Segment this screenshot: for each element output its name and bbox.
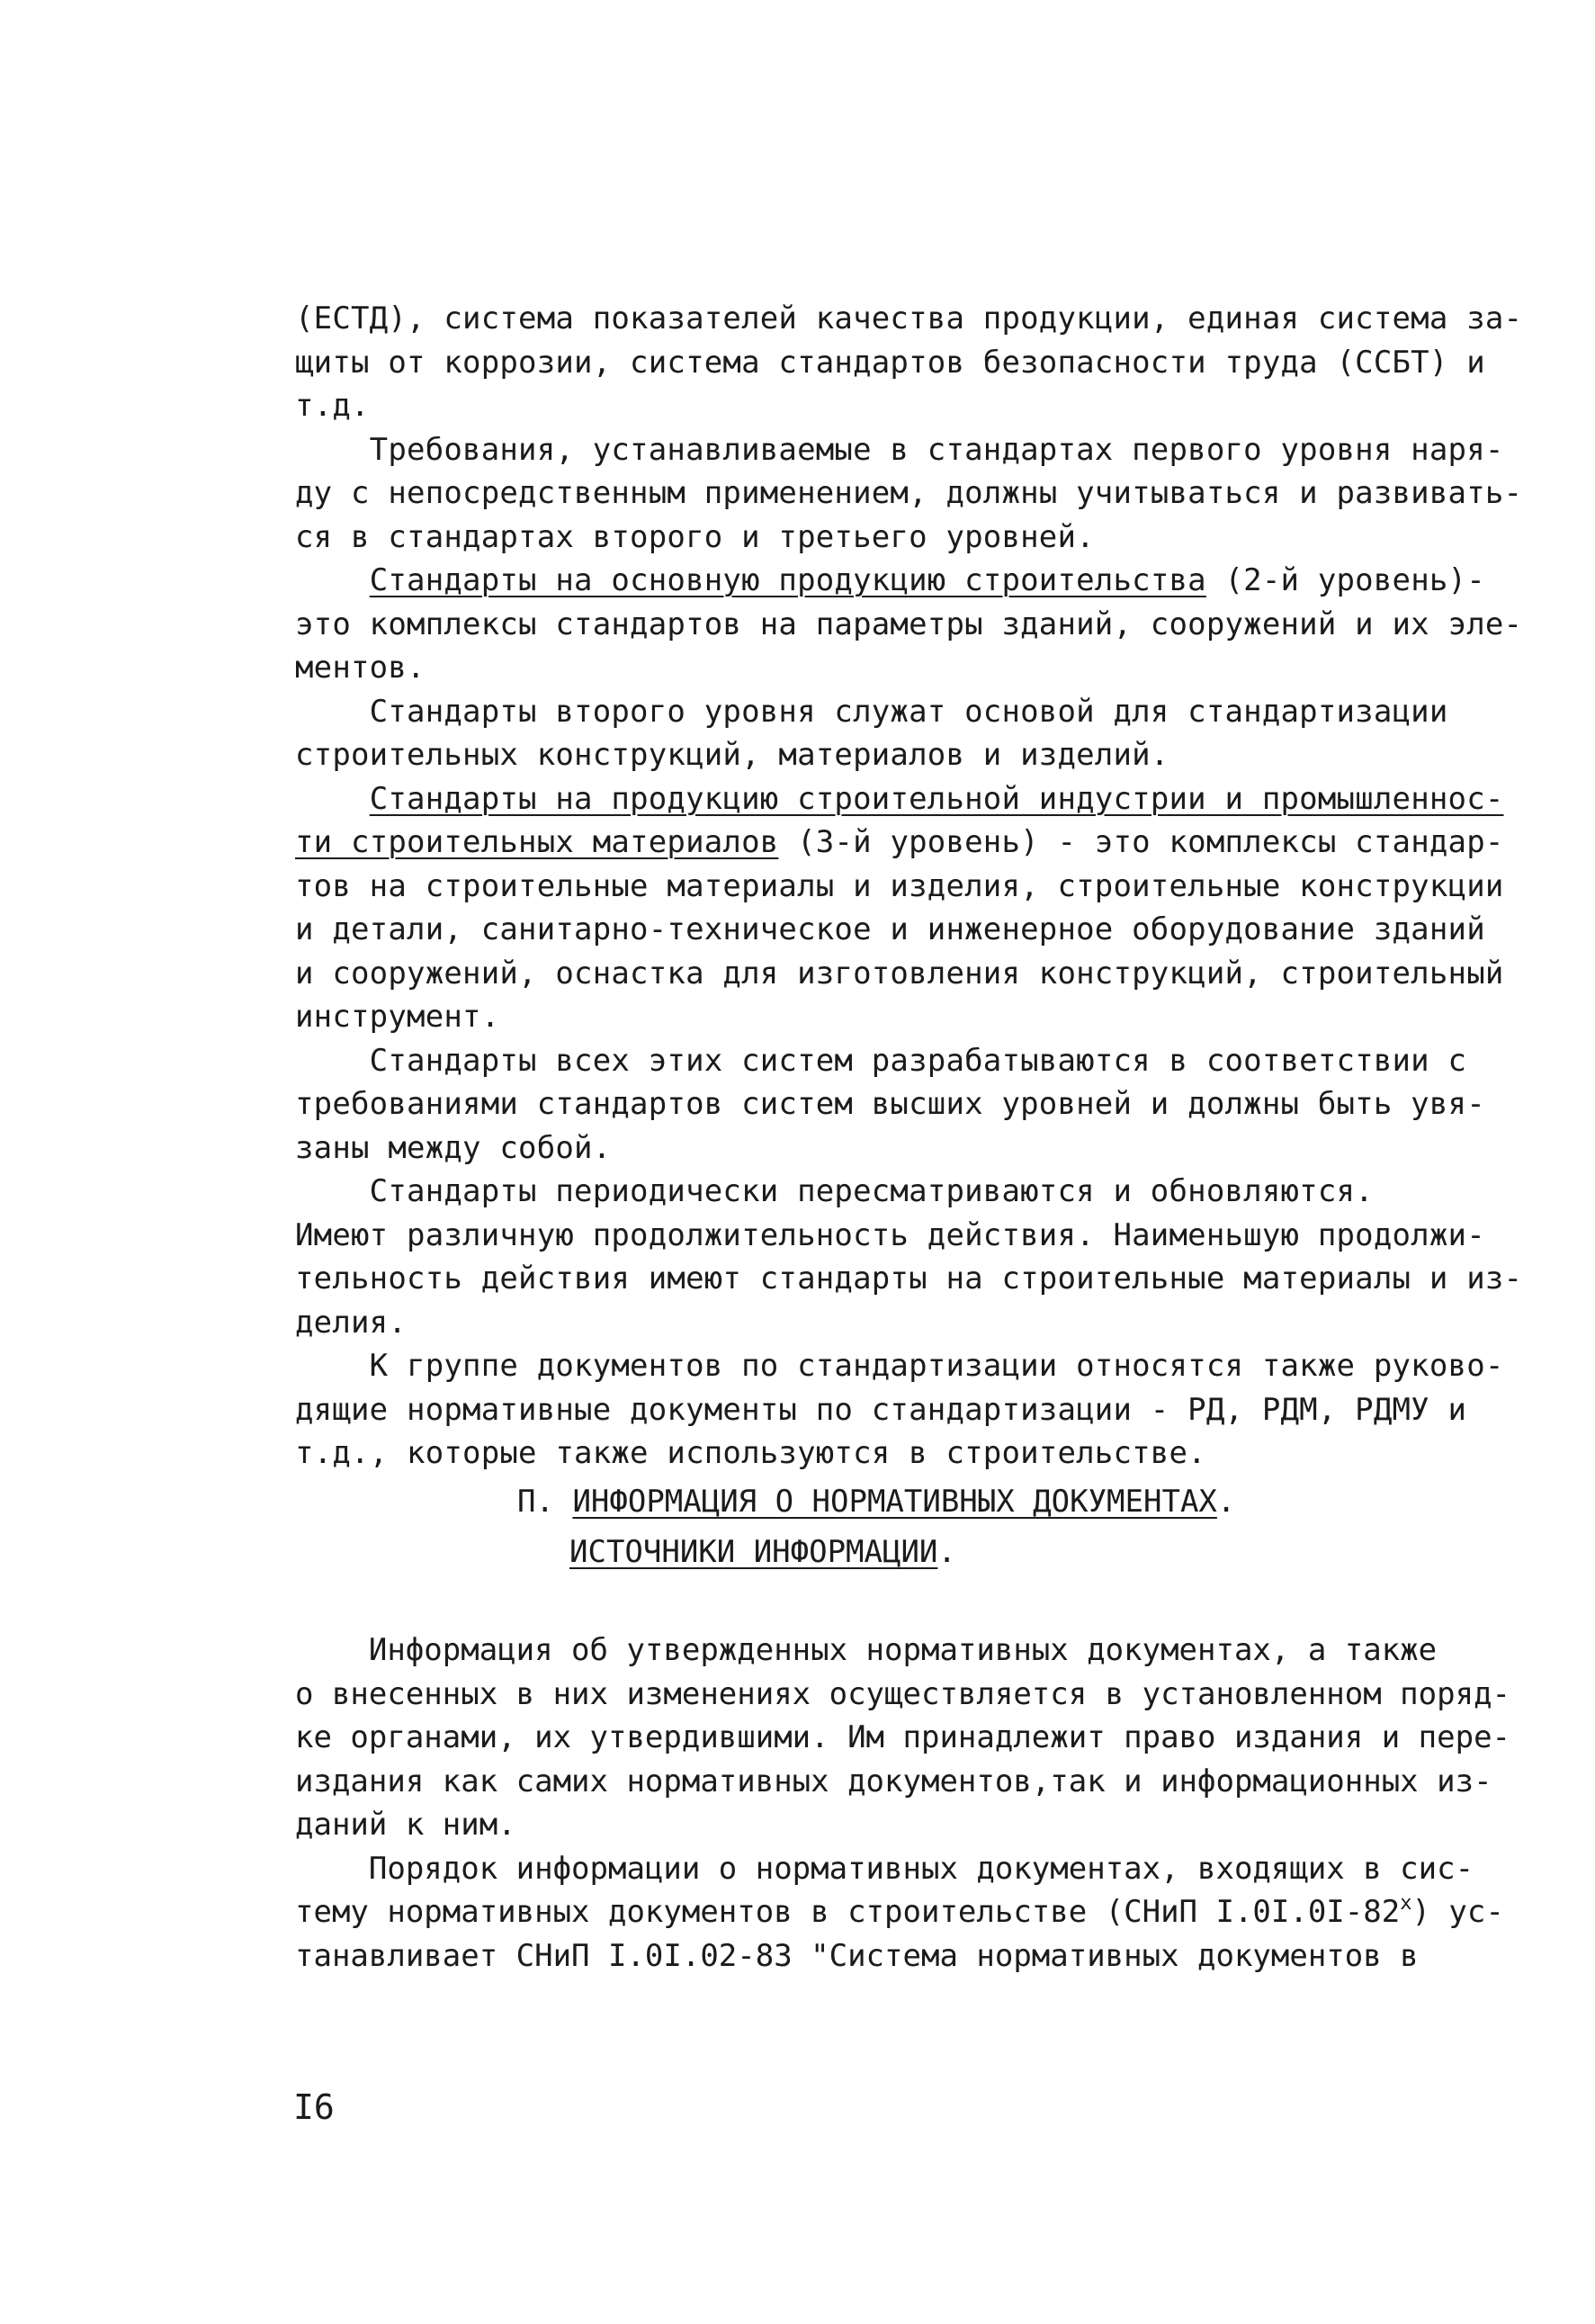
- text-line: Требования, устанавливаемые в стандартах первого уровня наря-: [295, 431, 1504, 468]
- heading-line-2: [569, 1530, 956, 1574]
- heading-punct: .: [1216, 1484, 1236, 1520]
- text-fragment: ) ус-: [1411, 1894, 1504, 1930]
- text-line: делия.: [295, 1304, 408, 1341]
- text-line: Стандарты второго уровня служат основой для стандартизации: [295, 693, 1448, 730]
- text-line: тов на строительные материалы и изделия, строительные конструкции: [295, 867, 1504, 904]
- text-line: о внесенных в них изменениях осуществляется в установленном поряд-: [295, 1675, 1511, 1712]
- heading-line-1: [517, 1480, 1235, 1523]
- text-line: и сооружений, оснастка для изготовления конструкций, строительный: [295, 955, 1504, 992]
- text-fragment: тему нормативных документов в строительстве (СНиП I.0I.0I-82: [295, 1894, 1401, 1930]
- text-line: [295, 777, 1504, 821]
- text-line: щиты от коррозии, система стандартов безопасности труда (ССБТ) и: [295, 344, 1485, 381]
- text-line: это комплексы стандартов на параметры зданий, сооружений и их эле-: [295, 606, 1523, 642]
- text-fragment: (2-й уровень)-: [1205, 562, 1485, 598]
- body-text-section-1: [295, 297, 1523, 1476]
- text-line: т.д., которые также используются в строительстве.: [295, 1435, 1206, 1471]
- text-line: ду с непосредственным применением, должны учитываться и развивать-: [295, 475, 1523, 511]
- text-line: (ЕСТД), система показателей качества продукции, единая система за-: [295, 301, 1523, 336]
- text-line: даний к ним.: [295, 1807, 516, 1843]
- text-line: ся в стандартах второго и третьего уровней.: [295, 518, 1095, 555]
- text-line: инструмент.: [295, 999, 500, 1035]
- heading-number: П.: [517, 1484, 554, 1520]
- text-line: заны между собой.: [295, 1129, 612, 1166]
- text-line: ментов.: [295, 650, 426, 686]
- text-line: Стандарты периодически пересматриваются и обновляются.: [295, 1173, 1374, 1209]
- text-line: Имеют различную продолжительность действия. Наименьшую продолжи-: [295, 1216, 1485, 1253]
- underlined-term: Стандарты на основную продукцию строительства: [369, 562, 1206, 598]
- text-fragment: (3-й уровень) - это комплексы стандар-: [778, 824, 1504, 860]
- text-line: тельность действия имеют стандарты на строительные материалы и из-: [295, 1261, 1523, 1297]
- superscript: x: [1400, 1892, 1412, 1915]
- heading-punct: .: [937, 1534, 956, 1570]
- text-line: [295, 1890, 1504, 1934]
- text-line: строительных конструкций, материалов и изделий.: [295, 737, 1169, 773]
- text-line: требованиями стандартов систем высших уровней и должны быть увя-: [295, 1086, 1485, 1122]
- text-line: Порядок информации о нормативных документах, входящих в сис-: [295, 1850, 1474, 1887]
- text-line: и детали, санитарно-техническое и инженерное оборудование зданий: [295, 911, 1485, 947]
- text-line: ке органами, их утвердившими. Им принадлежит право издания и пере-: [295, 1719, 1511, 1755]
- text-line: Информация об утвержденных нормативных документах, а также: [295, 1632, 1438, 1668]
- text-line: К группе документов по стандартизации относятся также руково-: [295, 1348, 1504, 1384]
- underlined-term: Стандарты на продукцию строительной индустрии и промышленнос-: [369, 780, 1504, 817]
- underlined-term: ти строительных материалов: [295, 824, 779, 860]
- text-line: [295, 559, 1485, 603]
- text-line: дящие нормативные документы по стандартизации - РД, РДМ, РДМУ и: [295, 1391, 1467, 1428]
- page-number: I6: [293, 2087, 335, 2127]
- text-line: танавливает СНиП I.0I.02-83 "Система нормативных документов в: [295, 1937, 1419, 1974]
- text-line: Стандарты всех этих систем разрабатываются в соответствии с: [295, 1042, 1467, 1079]
- heading-title: ИНФОРМАЦИЯ О НОРМАТИВНЫХ ДОКУМЕНТАХ: [572, 1484, 1217, 1520]
- heading-subtitle: ИСТОЧНИКИ ИНФОРМАЦИИ: [569, 1534, 938, 1570]
- text-line: т.д.: [295, 388, 370, 424]
- text-line: издания как самих нормативных документов,так и информационных из-: [295, 1763, 1492, 1799]
- text-line: [295, 821, 1504, 865]
- body-text-section-2: [295, 1629, 1511, 1978]
